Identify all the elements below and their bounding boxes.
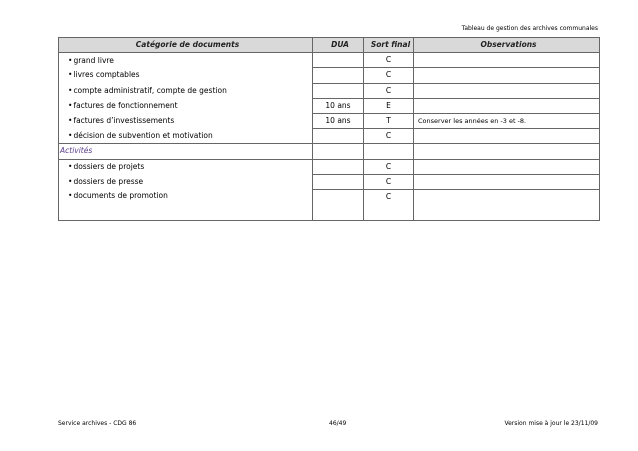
table-row [59, 174, 600, 189]
footer-version-date: Version mise à jour le 23/11/09 [504, 420, 598, 427]
dua-cell [313, 174, 364, 189]
table-row [59, 159, 600, 174]
sort-cell: C [364, 129, 414, 144]
category-cell: • factures d’investissements [63, 116, 174, 125]
archive-table [58, 37, 600, 221]
sort-cell: C [364, 83, 414, 98]
sort-cell: T [364, 113, 414, 128]
dua-cell [313, 68, 364, 83]
dua-cell: 10 ans [313, 113, 364, 128]
column-header-dua: DUA [313, 38, 364, 53]
footer-page-number: 46/49 [329, 420, 347, 427]
sort-cell: C [364, 189, 414, 220]
column-header-sort-final: Sort final [364, 38, 414, 53]
category-cell: • grand livre [63, 56, 114, 65]
dua-cell [313, 129, 364, 144]
category-cell: • livres comptables [63, 70, 140, 79]
sort-cell: C [364, 159, 414, 174]
dua-cell: 10 ans [313, 98, 364, 113]
sort-cell: C [364, 68, 414, 83]
observation-cell [414, 68, 600, 83]
sort-cell: C [364, 53, 414, 68]
sort-cell: C [364, 174, 414, 189]
section-label: Activités [59, 144, 313, 159]
table-row [59, 68, 600, 83]
table-row [59, 53, 600, 68]
observation-cell [414, 98, 600, 113]
section-row [59, 144, 600, 159]
table-row [59, 189, 600, 220]
category-cell: • compte administratif, compte de gestion [63, 86, 227, 95]
observation-cell [414, 159, 600, 174]
dua-cell [313, 189, 364, 220]
category-cell: • factures de fonctionnement [63, 101, 178, 110]
table-row [59, 113, 600, 128]
footer-service: Service archives - CDG 86 [58, 420, 137, 427]
category-cell: • décision de subvention et motivation [63, 131, 213, 140]
table-row [59, 98, 600, 113]
table-row [59, 129, 600, 144]
observation-cell [414, 53, 600, 68]
dua-cell [313, 53, 364, 68]
column-header-observations: Observations [414, 38, 600, 53]
observation-cell: Conserver les années en -3 et -8. [414, 113, 600, 128]
document-header-title: Tableau de gestion des archives communales [461, 25, 598, 32]
column-header-category: Catégorie de documents [59, 38, 313, 53]
table-row [59, 83, 600, 98]
observation-cell [414, 189, 600, 220]
category-cell: • dossiers de presse [63, 177, 143, 186]
category-cell: • documents de promotion [63, 191, 168, 200]
dua-cell [313, 159, 364, 174]
observation-cell [414, 129, 600, 144]
sort-cell: E [364, 98, 414, 113]
category-cell: • dossiers de projets [63, 162, 144, 171]
dua-cell [313, 83, 364, 98]
table-header-row [59, 38, 600, 53]
observation-cell [414, 174, 600, 189]
observation-cell [414, 83, 600, 98]
